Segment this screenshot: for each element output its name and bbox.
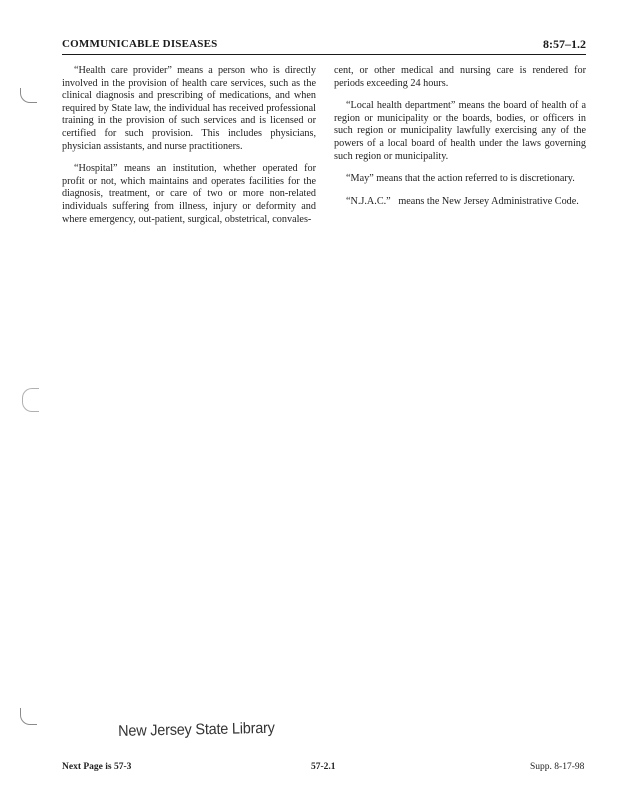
section-title: COMMUNICABLE DISEASES bbox=[62, 38, 218, 50]
left-column bbox=[62, 65, 316, 236]
section-number: 8:57–1.2 bbox=[543, 37, 586, 51]
definition-may: “May” means that the action referred to is discretionary. bbox=[346, 173, 575, 185]
supplement-date: Supp. 8-17-98 bbox=[530, 762, 585, 772]
binder-hole-mark-top bbox=[20, 88, 37, 103]
library-stamp: New Jersey State Library bbox=[118, 719, 275, 740]
page-number: 57-2.1 bbox=[311, 762, 336, 772]
binder-hole-mark-bottom bbox=[20, 708, 37, 725]
definition-hospital: “Hospital” means an institution, whether operated for profit or not, which maintains and operates facilities for the diagnosis, treatment, or care of two or more non-related individuals suffering from illness, injury or deformity and where emergency, out-patient, surgical, obstetrical, convales- bbox=[62, 163, 316, 225]
running-header bbox=[62, 38, 586, 55]
definition-local-health-department: “Local health department” means the board of health of a region or municipality or the boards, bodies, or officers in such region or municipality lawfully exercising any of the powers of a local board of health under the laws governing such region or municipality. bbox=[334, 100, 586, 162]
definition-health-care-provider: “Health care provider” means a person who is directly involved in the provision of health care services, such as the clinical diagnosis and prescribing of medications, and when required by State law, the individual has received professional training in the provision of such services and is licensed or certified for such provision. This includes physicians, physician assistants, and nurse practitioners. bbox=[62, 65, 316, 152]
definition-hospital-continued: cent, or other medical and nursing care is rendered for periods exceeding 24 hours. bbox=[334, 65, 586, 89]
right-column bbox=[334, 65, 586, 218]
next-page-note: Next Page is 57-3 bbox=[62, 762, 132, 772]
definition-njac: “N.J.A.C.” means the New Jersey Administrative Code. bbox=[346, 195, 579, 207]
binder-hole-mark-middle bbox=[22, 388, 39, 412]
